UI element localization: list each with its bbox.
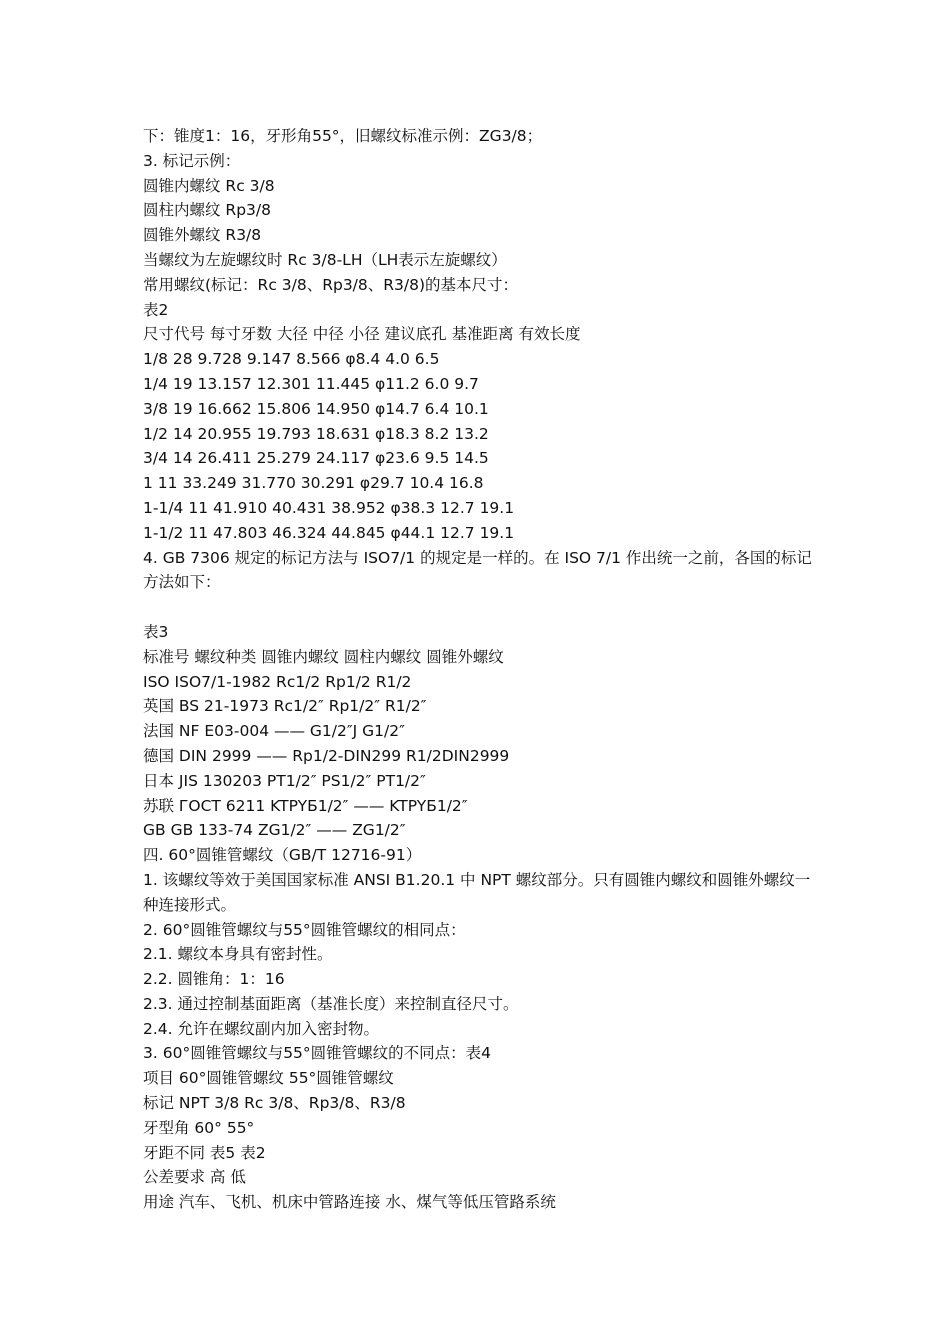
section-heading: 四. 60°圆锥管螺纹（GB/T 12716-91） — [143, 846, 422, 865]
text-line: 2. 60°圆锥管螺纹与55°圆锥管螺纹的相同点： — [143, 920, 466, 939]
table-row: 苏联 ГОСТ 6211 KTPYБ1/2″ —— KTPYБ1/2″ — [143, 796, 468, 815]
text-line: 2.1. 螺纹本身具有密封性。 — [143, 945, 333, 964]
text-line: 2.3. 通过控制基面距离（基准长度）来控制直径尺寸。 — [143, 994, 519, 1013]
text-line: 圆锥外螺纹 R3/8 — [143, 226, 262, 245]
blank-line — [143, 595, 823, 620]
table-row: 3/8 19 16.662 15.806 14.950 φ14.7 6.4 10.1 — [143, 399, 489, 418]
text-line: 下：锥度1：16，牙形角55°，旧螺纹标准示例：ZG3/8； — [143, 127, 543, 145]
table-row: 德国 DIN 2999 —— Rp1/2-DIN299 R1/2DIN2999 — [143, 746, 510, 765]
table-row: ISO ISO7/1-1982 Rc1/2 Rp1/2 R1/2 — [143, 672, 412, 691]
table-row: 法国 NF E03-004 —— G1/2″J G1/2″ — [143, 722, 405, 741]
table-row: 3/4 14 26.411 25.279 24.117 φ23.6 9.5 14.5 — [143, 449, 489, 468]
section-heading: 3. 标记示例： — [143, 151, 241, 170]
paragraph: 4. GB 7306 规定的标记方法与 ISO7/1 的规定是一样的。在 ISO 7/1 作出统一之前，各国的标记方法如下： — [143, 548, 812, 592]
table-row: 用途 汽车、飞机、机床中管路连接 水、煤气等低压管路系统 — [143, 1193, 556, 1212]
text-line: 圆锥内螺纹 Rc 3/8 — [143, 176, 275, 195]
table-row: 公差要求 高 低 — [143, 1168, 246, 1187]
table-caption: 表2 — [143, 300, 169, 319]
table-row: 英国 BS 21-1973 Rc1/2″ Rp1/2″ R1/2″ — [143, 697, 427, 716]
text-line: 圆柱内螺纹 Rp3/8 — [143, 201, 271, 220]
table-header-row: 尺寸代号 每寸牙数 大径 中径 小径 建议底孔 基准距离 有效长度 — [143, 325, 581, 344]
table-header-row: 项目 60°圆锥管螺纹 55°圆锥管螺纹 — [143, 1069, 394, 1088]
table-row: GB GB 133-74 ZG1/2″ —— ZG1/2″ — [143, 821, 406, 840]
text-line: 3. 60°圆锥管螺纹与55°圆锥管螺纹的不同点：表4 — [143, 1044, 492, 1063]
text-line: 2.4. 允许在螺纹副内加入密封物。 — [143, 1019, 380, 1038]
document-page — [143, 124, 823, 1215]
table-row: 1/4 19 13.157 12.301 11.445 φ11.2 6.0 9.7 — [143, 374, 479, 393]
table-row: 1-1/2 11 47.803 46.324 44.845 φ44.1 12.7 19.1 — [143, 523, 515, 542]
text-line: 常用螺纹(标记：Rc 3/8、Rp3/8、R3/8)的基本尺寸： — [143, 275, 519, 294]
table-row: 1/2 14 20.955 19.793 18.631 φ18.3 8.2 13.2 — [143, 424, 489, 443]
table-header-row: 标准号 螺纹种类 圆锥内螺纹 圆柱内螺纹 圆锥外螺纹 — [143, 647, 504, 666]
text-line: 2.2. 圆锥角：1：16 — [143, 970, 285, 989]
text-line: 当螺纹为左旋螺纹时 Rc 3/8-LH（LH表示左旋螺纹） — [143, 250, 507, 269]
table-row: 牙距不同 表5 表2 — [143, 1143, 266, 1162]
table-row: 标记 NPT 3/8 Rc 3/8、Rp3/8、R3/8 — [143, 1094, 406, 1113]
table-row: 1 11 33.249 31.770 30.291 φ29.7 10.4 16.8 — [143, 474, 484, 493]
table-caption: 表3 — [143, 622, 169, 641]
paragraph: 1. 该螺纹等效于美国国家标准 ANSI B1.20.1 中 NPT 螺纹部分。只有圆锥内螺纹和圆锥外螺纹一种连接形式。 — [143, 870, 811, 914]
table-row: 1/8 28 9.728 9.147 8.566 φ8.4 4.0 6.5 — [143, 350, 440, 369]
table-row: 牙型角 60° 55° — [143, 1118, 255, 1137]
table-row: 1-1/4 11 41.910 40.431 38.952 φ38.3 12.7 19.1 — [143, 498, 515, 517]
table-row: 日本 JIS 130203 PT1/2″ PS1/2″ PT1/2″ — [143, 771, 426, 790]
